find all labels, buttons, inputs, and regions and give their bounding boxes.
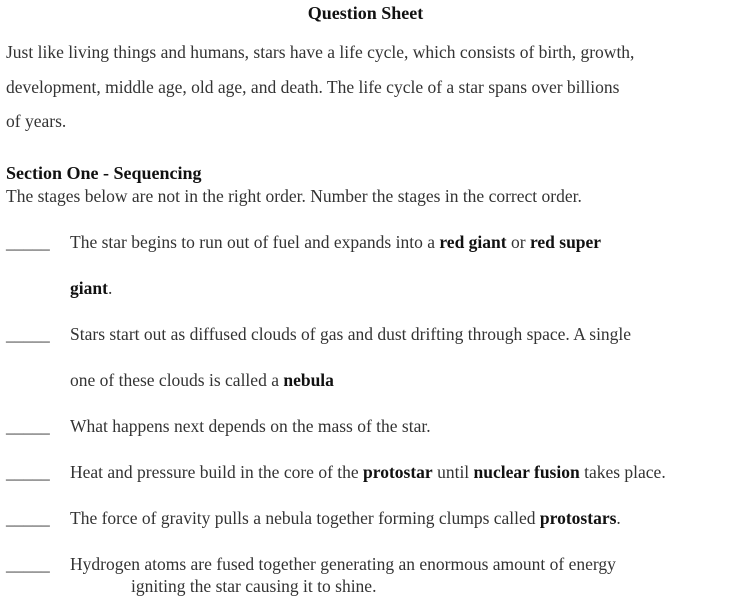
answer-blank[interactable]: _____: [6, 554, 50, 574]
answer-blank[interactable]: _____: [6, 416, 50, 436]
page-title: Question Sheet: [307, 3, 424, 23]
answer-blank[interactable]: _____: [6, 232, 50, 252]
stage-text: Heat and pressure build in the core of the protostar until nuclear fusion takes place.: [70, 462, 666, 482]
intro-paragraph: [6, 35, 751, 139]
term-red-giant: red giant: [439, 232, 507, 252]
stage-text: Stars start out as diffused clouds of gas and dust drifting through space. A single: [70, 324, 632, 344]
term-red-super: red super: [529, 232, 602, 252]
answer-blank[interactable]: _____: [6, 462, 50, 482]
stage-text-cont: igniting the star causing it to shine.: [131, 576, 377, 596]
section-instruction: The stages below are not in the right order. Number the stages in the correct order.: [6, 186, 582, 206]
intro-line: of years.: [6, 111, 67, 131]
stage-text-cont: one of these clouds is called a nebula: [70, 370, 334, 390]
answer-blank[interactable]: _____: [6, 324, 50, 344]
stage-text-cont: giant.: [70, 278, 113, 298]
answer-blank[interactable]: _____: [6, 508, 50, 528]
term-giant: giant: [70, 278, 108, 298]
stage-text: Hydrogen atoms are fused together generating an enormous amount of energy: [70, 554, 616, 574]
stage-text: The force of gravity pulls a nebula together forming clumps called protostars.: [70, 508, 621, 528]
intro-line: development, middle age, old age, and death. The life cycle of a star spans over billions: [6, 76, 620, 97]
term-nebula: nebula: [283, 370, 334, 390]
intro-line: Just like living things and humans, stars have a life cycle, which consists of birth, growth,: [6, 42, 635, 62]
section-title: Section One - Sequencing: [6, 163, 202, 183]
term-protostars: protostars: [539, 508, 617, 528]
stage-text: The star begins to run out of fuel and expands into a red giant or red super: [70, 232, 602, 252]
term-nuclear-fusion: nuclear fusion: [473, 462, 580, 482]
term-protostar: protostar: [363, 462, 433, 482]
stage-text: What happens next depends on the mass of the star.: [70, 416, 431, 436]
